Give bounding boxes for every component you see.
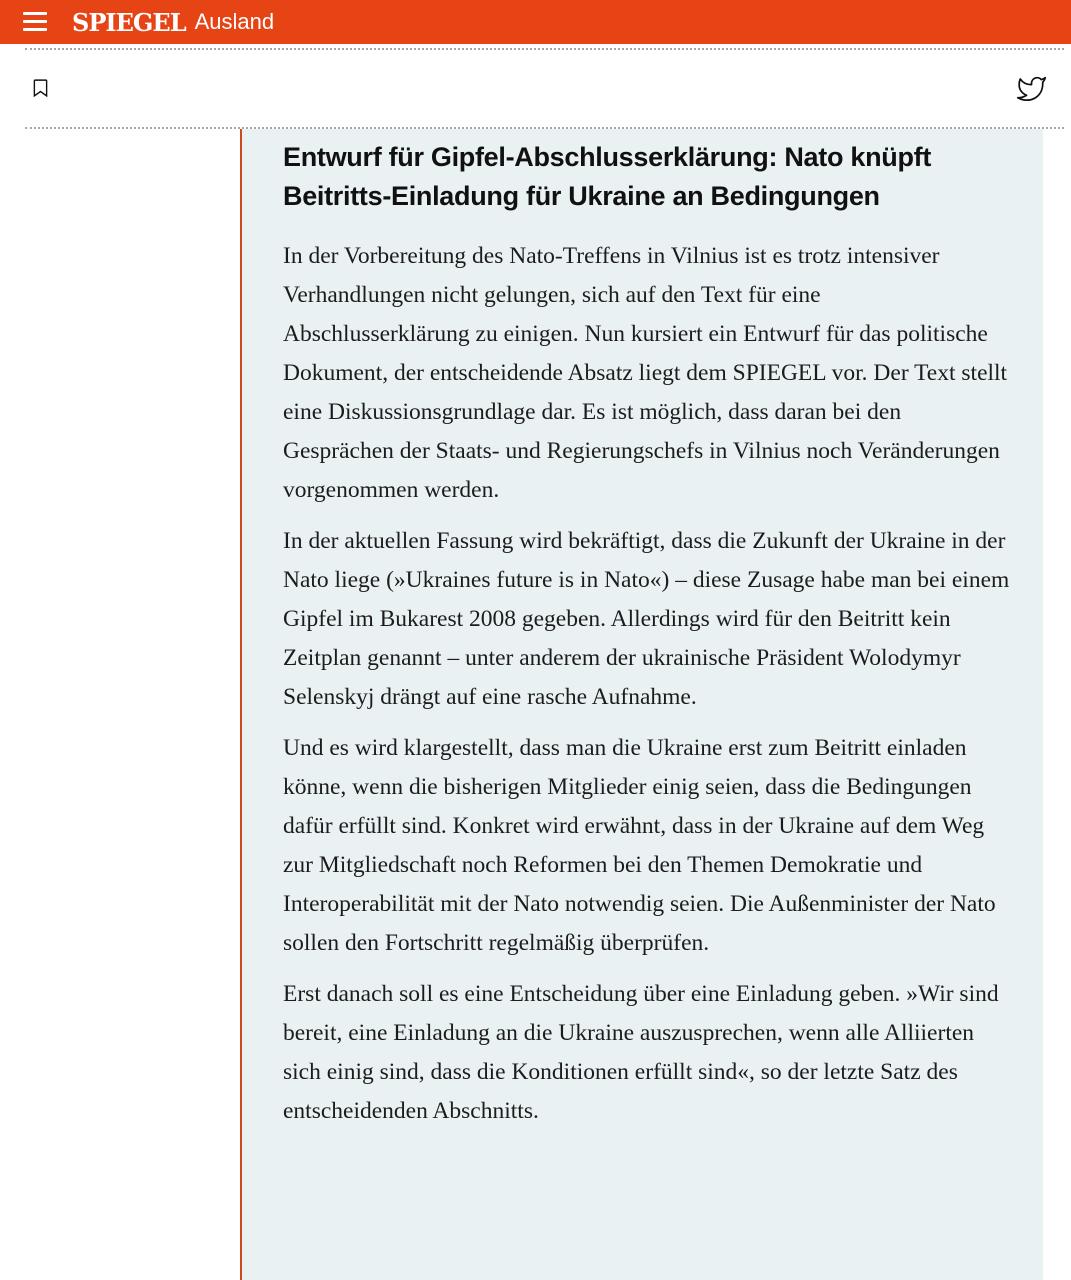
article-body	[283, 237, 1011, 1131]
article-paragraph: In der Vorbereitung des Nato-Treffens in Vilnius ist es trotz intensiver Verhandlungen nicht gelungen, sich auf den Text für eine Abschlusserklärung zu einigen. Nun kursiert ein Entwurf für das politische Dokument, der entscheidende Absatz liegt dem SPIEGEL vor. Der Text stellt eine Diskussionsgrundlage dar. Es ist möglich, dass daran bei den Gesprächen der Staats- und Regierungschefs in Vilnius noch Veränderungen vorgenommen werden.	[283, 243, 1008, 503]
hamburger-icon	[23, 28, 47, 31]
article-paragraph: Und es wird klargestellt, dass man die Ukraine erst zum Beitritt einladen könne, wenn die bisherigen Mitglieder einig seien, dass die Bedingungen dafür erfüllt sind. Konkret wird erwähnt, dass in der Ukraine auf dem Weg zur Mitgliedschaft noch Reformen bei den Themen Demokratie und Interoperabilität mit der Nato notwendig seien. Die Außenminister der Nato sollen den Fortschritt regelmäßig überprüfen.	[283, 735, 996, 956]
bookmark-icon	[30, 74, 51, 102]
article-headline: Entwurf für Gipfel-Abschlusserklärung: Nato knüpft Beitritts-Einladung für Ukraine an Bedingungen	[283, 142, 932, 211]
section-label[interactable]: Ausland	[194, 9, 275, 34]
hamburger-icon	[23, 12, 47, 15]
dotted-divider-top	[25, 48, 1064, 50]
menu-button[interactable]	[23, 12, 47, 31]
bookmark-button[interactable]	[30, 74, 51, 102]
brand-area	[72, 0, 274, 44]
twitter-bird-icon	[1016, 74, 1047, 104]
article-panel	[240, 129, 1043, 1280]
article-paragraph: In der aktuellen Fassung wird bekräftigt, dass die Zukunft der Ukraine in der Nato liege (»Ukraines future is in Nato«) – diese Zusage habe man bei einem Gipfel im Bukarest 2008 gegeben. Allerdings wird für den Beitritt kein Zeitplan genannt – unter anderem der ukrainische Präsident Wolodymyr Selenskyj drängt auf eine rasche Aufnahme.	[283, 528, 1010, 710]
twitter-share-button[interactable]	[1016, 74, 1047, 104]
article-paragraph: Erst danach soll es eine Entscheidung über eine Einladung geben. »Wir sind bereit, eine Einladung an die Ukraine auszusprechen, wenn alle Alliierten sich einig sind, dass die Konditionen erfüllt sind«, so der letzte Satz des entscheidenden Abschnitts.	[283, 981, 999, 1124]
spiegel-logo[interactable]: SPIEGEL	[72, 7, 186, 37]
hamburger-icon	[23, 20, 47, 23]
app-header	[0, 0, 1071, 44]
